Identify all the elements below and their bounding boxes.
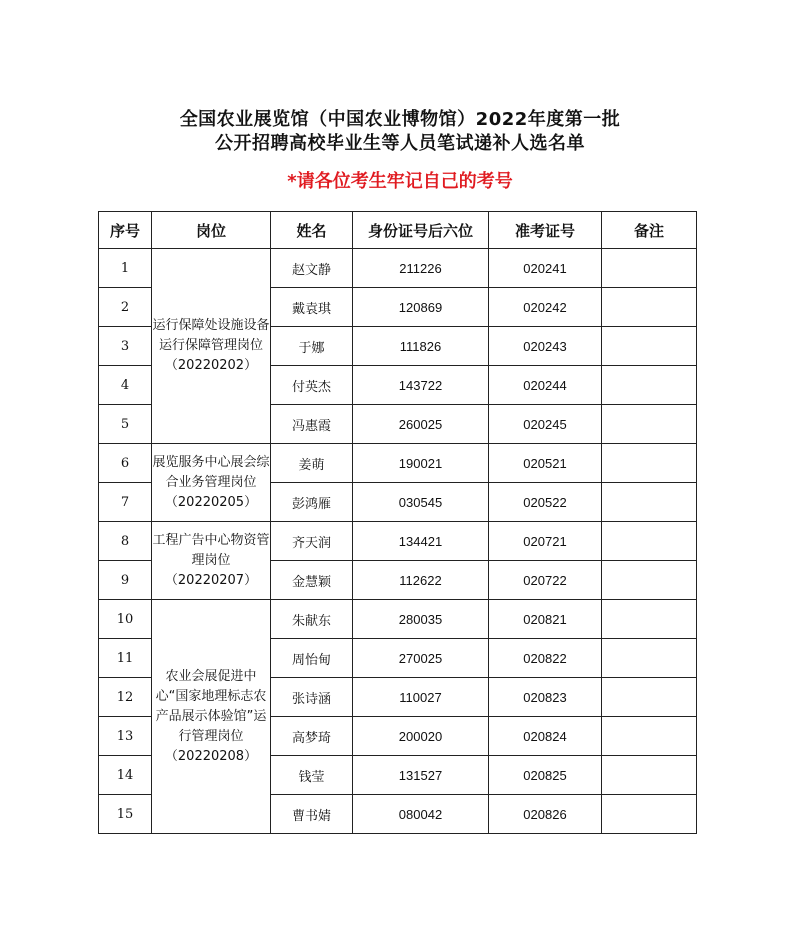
header-position: 岗位: [152, 212, 271, 249]
row-remarks: [602, 522, 697, 561]
table-row: [99, 522, 697, 561]
row-remarks: [602, 288, 697, 327]
row-seq: 12: [99, 678, 152, 717]
row-seq: 7: [99, 483, 152, 522]
row-id-last-six: 143722: [353, 366, 489, 405]
row-id-last-six: 030545: [353, 483, 489, 522]
row-id-last-six: 270025: [353, 639, 489, 678]
row-remarks: [602, 444, 697, 483]
row-name: 戴袁琪: [271, 288, 353, 327]
row-seq: 10: [99, 600, 152, 639]
table-row: [99, 444, 697, 483]
row-exam-number: 020242: [489, 288, 602, 327]
row-id-last-six: 190021: [353, 444, 489, 483]
title-line-1: 全国农业展览馆（中国农业博物馆）2022年度第一批: [179, 109, 621, 130]
row-remarks: [602, 795, 697, 834]
row-exam-number: 020825: [489, 756, 602, 795]
row-id-last-six: 112622: [353, 561, 489, 600]
position-cell: 工程广告中心物资管理岗位（20220207）: [152, 522, 271, 600]
exam-number-notice: *请各位考生牢记自己的考号: [287, 171, 513, 192]
row-remarks: [602, 756, 697, 795]
row-remarks: [602, 717, 697, 756]
row-name: 周怡甸: [271, 639, 353, 678]
row-id-last-six: 080042: [353, 795, 489, 834]
row-remarks: [602, 483, 697, 522]
row-exam-number: 020245: [489, 405, 602, 444]
row-name: 齐天润: [271, 522, 353, 561]
row-id-last-six: 110027: [353, 678, 489, 717]
row-remarks: [602, 678, 697, 717]
row-name: 于娜: [271, 327, 353, 366]
row-exam-number: 020241: [489, 249, 602, 288]
row-id-last-six: 120869: [353, 288, 489, 327]
row-exam-number: 020826: [489, 795, 602, 834]
row-exam-number: 020721: [489, 522, 602, 561]
table-row: [99, 600, 697, 639]
row-seq: 9: [99, 561, 152, 600]
row-seq: 8: [99, 522, 152, 561]
row-id-last-six: 280035: [353, 600, 489, 639]
row-seq: 2: [99, 288, 152, 327]
row-remarks: [602, 600, 697, 639]
row-exam-number: 020822: [489, 639, 602, 678]
row-id-last-six: 211226: [353, 249, 489, 288]
row-exam-number: 020722: [489, 561, 602, 600]
position-cell: 农业会展促进中心“国家地理标志农产品展示体验馆”运行管理岗位（20220208）: [152, 600, 271, 834]
row-id-last-six: 134421: [353, 522, 489, 561]
row-seq: 11: [99, 639, 152, 678]
row-seq: 3: [99, 327, 152, 366]
row-remarks: [602, 366, 697, 405]
row-name: 张诗涵: [271, 678, 353, 717]
row-exam-number: 020244: [489, 366, 602, 405]
row-seq: 5: [99, 405, 152, 444]
header-remarks: 备注: [602, 212, 697, 249]
row-seq: 1: [99, 249, 152, 288]
header-id-last-six: 身份证号后六位: [353, 212, 489, 249]
row-remarks: [602, 639, 697, 678]
row-exam-number: 020823: [489, 678, 602, 717]
row-name: 钱莹: [271, 756, 353, 795]
document-title: [0, 108, 800, 156]
row-name: 冯惠霞: [271, 405, 353, 444]
row-exam-number: 020243: [489, 327, 602, 366]
row-remarks: [602, 327, 697, 366]
row-seq: 6: [99, 444, 152, 483]
header-exam-number: 准考证号: [489, 212, 602, 249]
row-remarks: [602, 561, 697, 600]
row-name: 金慧颖: [271, 561, 353, 600]
row-seq: 14: [99, 756, 152, 795]
row-seq: 15: [99, 795, 152, 834]
position-cell: 运行保障处设施设备运行保障管理岗位（20220202）: [152, 249, 271, 444]
table-row: [99, 249, 697, 288]
header-seq: 序号: [99, 212, 152, 249]
row-name: 付英杰: [271, 366, 353, 405]
row-remarks: [602, 249, 697, 288]
row-remarks: [602, 405, 697, 444]
row-exam-number: 020821: [489, 600, 602, 639]
row-seq: 4: [99, 366, 152, 405]
header-name: 姓名: [271, 212, 353, 249]
table-header-row: [99, 212, 697, 249]
row-id-last-six: 260025: [353, 405, 489, 444]
row-name: 姜萌: [271, 444, 353, 483]
position-cell: 展览服务中心展会综合业务管理岗位（20220205）: [152, 444, 271, 522]
row-exam-number: 020521: [489, 444, 602, 483]
row-id-last-six: 111826: [353, 327, 489, 366]
row-id-last-six: 131527: [353, 756, 489, 795]
row-exam-number: 020522: [489, 483, 602, 522]
row-name: 朱献东: [271, 600, 353, 639]
candidate-roster-table: [98, 211, 697, 834]
row-name: 赵文静: [271, 249, 353, 288]
row-name: 高梦琦: [271, 717, 353, 756]
row-exam-number: 020824: [489, 717, 602, 756]
row-id-last-six: 200020: [353, 717, 489, 756]
row-seq: 13: [99, 717, 152, 756]
row-name: 曹书婧: [271, 795, 353, 834]
title-line-2: 公开招聘高校毕业生等人员笔试递补人选名单: [215, 133, 585, 154]
row-name: 彭鸿雁: [271, 483, 353, 522]
